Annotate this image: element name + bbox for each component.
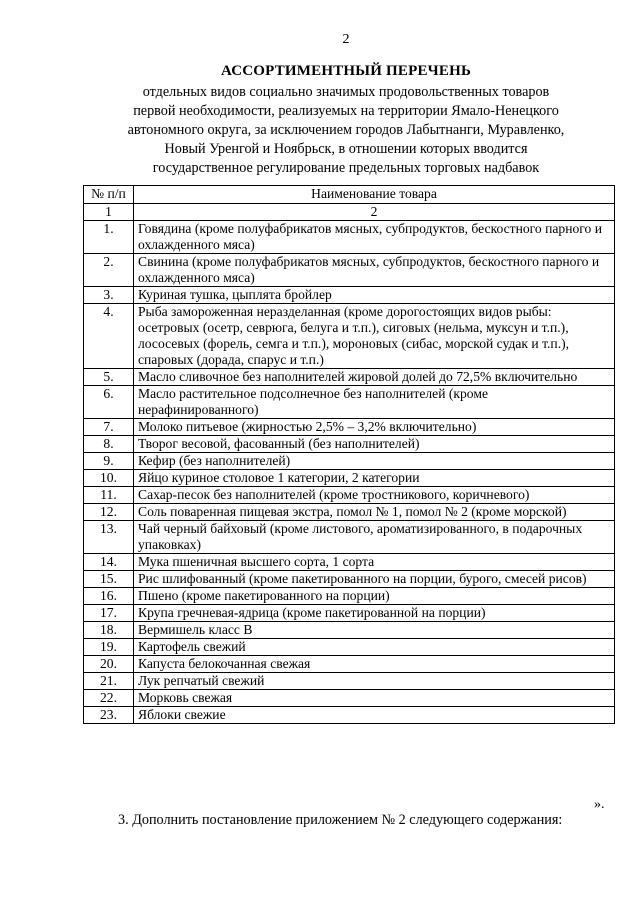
table-header-row (84, 186, 615, 204)
product-name: Свинина (кроме полуфабрикатов мясных, субпродуктов, бескостного парного и охлажденного мяса) (134, 254, 615, 287)
product-name: Яблоки свежие (134, 707, 615, 724)
product-name: Кефир (без наполнителей) (134, 453, 615, 470)
table-row (84, 656, 615, 673)
table-row (84, 622, 615, 639)
row-number: 13. (84, 521, 134, 554)
table-row (84, 690, 615, 707)
product-name: Масло растительное подсолнечное без наполнителей (кроме нерафинированного) (134, 386, 615, 419)
row-number: 18. (84, 622, 134, 639)
document-title: АССОРТИМЕНТНЫЙ ПЕРЕЧЕНЬ (220, 63, 472, 79)
header-number: № п/п (84, 186, 134, 204)
row-number: 5. (84, 369, 134, 386)
row-number: 20. (84, 656, 134, 673)
row-number: 17. (84, 605, 134, 622)
table-row (84, 521, 615, 554)
table-row (84, 707, 615, 724)
table-row (84, 487, 615, 504)
product-name: Масло сливочное без наполнителей жировой долей до 72,5% включительно (134, 369, 615, 386)
table-row (84, 453, 615, 470)
subtitle-line: государственное регулирование предельных торговых надбавок (152, 160, 540, 176)
row-number: 15. (84, 571, 134, 588)
column-number: 1 (84, 204, 134, 221)
row-number: 4. (84, 304, 134, 369)
table-row (84, 304, 615, 369)
row-number: 23. (84, 707, 134, 724)
product-name: Куриная тушка, цыплята бройлер (134, 287, 615, 304)
assortment-table (83, 185, 615, 724)
row-number: 11. (84, 487, 134, 504)
column-number: 2 (134, 204, 615, 221)
row-number: 12. (84, 504, 134, 521)
table-row (84, 436, 615, 453)
product-name: Говядина (кроме полуфабрикатов мясных, субпродуктов, бескостного парного и охлажденного мяса) (134, 221, 615, 254)
row-number: 2. (84, 254, 134, 287)
row-number: 16. (84, 588, 134, 605)
amendment-paragraph: 3. Дополнить постановление приложением № 2 следующего содержания: (118, 812, 563, 828)
product-name: Чай черный байховый (кроме листового, ароматизированного, в подарочных упаковках) (134, 521, 615, 554)
document-subtitle (100, 83, 592, 178)
product-name: Морковь свежая (134, 690, 615, 707)
table-row (84, 673, 615, 690)
table-row (84, 571, 615, 588)
table-row (84, 254, 615, 287)
product-name: Творог весовой, фасованный (без наполнителей) (134, 436, 615, 453)
product-name: Сахар-песок без наполнителей (кроме тростникового, коричневого) (134, 487, 615, 504)
subtitle-line: первой необходимости, реализуемых на территории Ямало-Ненецкого (133, 103, 559, 119)
product-name: Рис шлифованный (кроме пакетированного на порции, бурого, смесей рисов) (134, 571, 615, 588)
table-row (84, 287, 615, 304)
table-row (84, 588, 615, 605)
subtitle-line: Новый Уренгой и Ноябрьск, в отношении которых вводится (164, 141, 528, 157)
row-number: 3. (84, 287, 134, 304)
subtitle-line: автономного округа, за исключением городов Лабытнанги, Муравленко, (127, 122, 565, 138)
table-row (84, 554, 615, 571)
row-number: 9. (84, 453, 134, 470)
product-name: Мука пшеничная высшего сорта, 1 сорта (134, 554, 615, 571)
column-numbers-row (84, 204, 615, 221)
table-row (84, 386, 615, 419)
page-number: 2 (342, 32, 350, 47)
row-number: 22. (84, 690, 134, 707)
table-row (84, 369, 615, 386)
product-name: Лук репчатый свежий (134, 673, 615, 690)
product-name: Вермишель класс В (134, 622, 615, 639)
table-row (84, 221, 615, 254)
row-number: 8. (84, 436, 134, 453)
product-name: Рыба замороженная неразделанная (кроме дорогостоящих видов рыбы: осетровых (осетр, севрюга, белуга и т.п.), сиговых (нельма, муксун и т.п.), лососевых (форель, семга и т.п.), мороновых (сибас, морской судак и т.п.), спаровых (дорада, спарус и т.п.) (134, 304, 615, 369)
row-number: 14. (84, 554, 134, 571)
table-row (84, 639, 615, 656)
table-row (84, 419, 615, 436)
row-number: 21. (84, 673, 134, 690)
table-row (84, 504, 615, 521)
subtitle-line: отдельных видов социально значимых продовольственных товаров (142, 84, 550, 100)
row-number: 1. (84, 221, 134, 254)
product-name: Пшено (кроме пакетированного на порции) (134, 588, 615, 605)
table-row (84, 470, 615, 487)
product-name: Капуста белокочанная свежая (134, 656, 615, 673)
header-name: Наименование товара (134, 186, 615, 204)
row-number: 19. (84, 639, 134, 656)
row-number: 6. (84, 386, 134, 419)
row-number: 10. (84, 470, 134, 487)
product-name: Крупа гречневая-ядрица (кроме пакетированной на порции) (134, 605, 615, 622)
product-name: Молоко питьевое (жирностью 2,5% – 3,2% включительно) (134, 419, 615, 436)
product-name: Яйцо куриное столовое 1 категории, 2 категории (134, 470, 615, 487)
closing-quote: ». (594, 797, 605, 812)
product-name: Соль поваренная пищевая экстра, помол № 1, помол № 2 (кроме морской) (134, 504, 615, 521)
table-row (84, 605, 615, 622)
product-name: Картофель свежий (134, 639, 615, 656)
row-number: 7. (84, 419, 134, 436)
